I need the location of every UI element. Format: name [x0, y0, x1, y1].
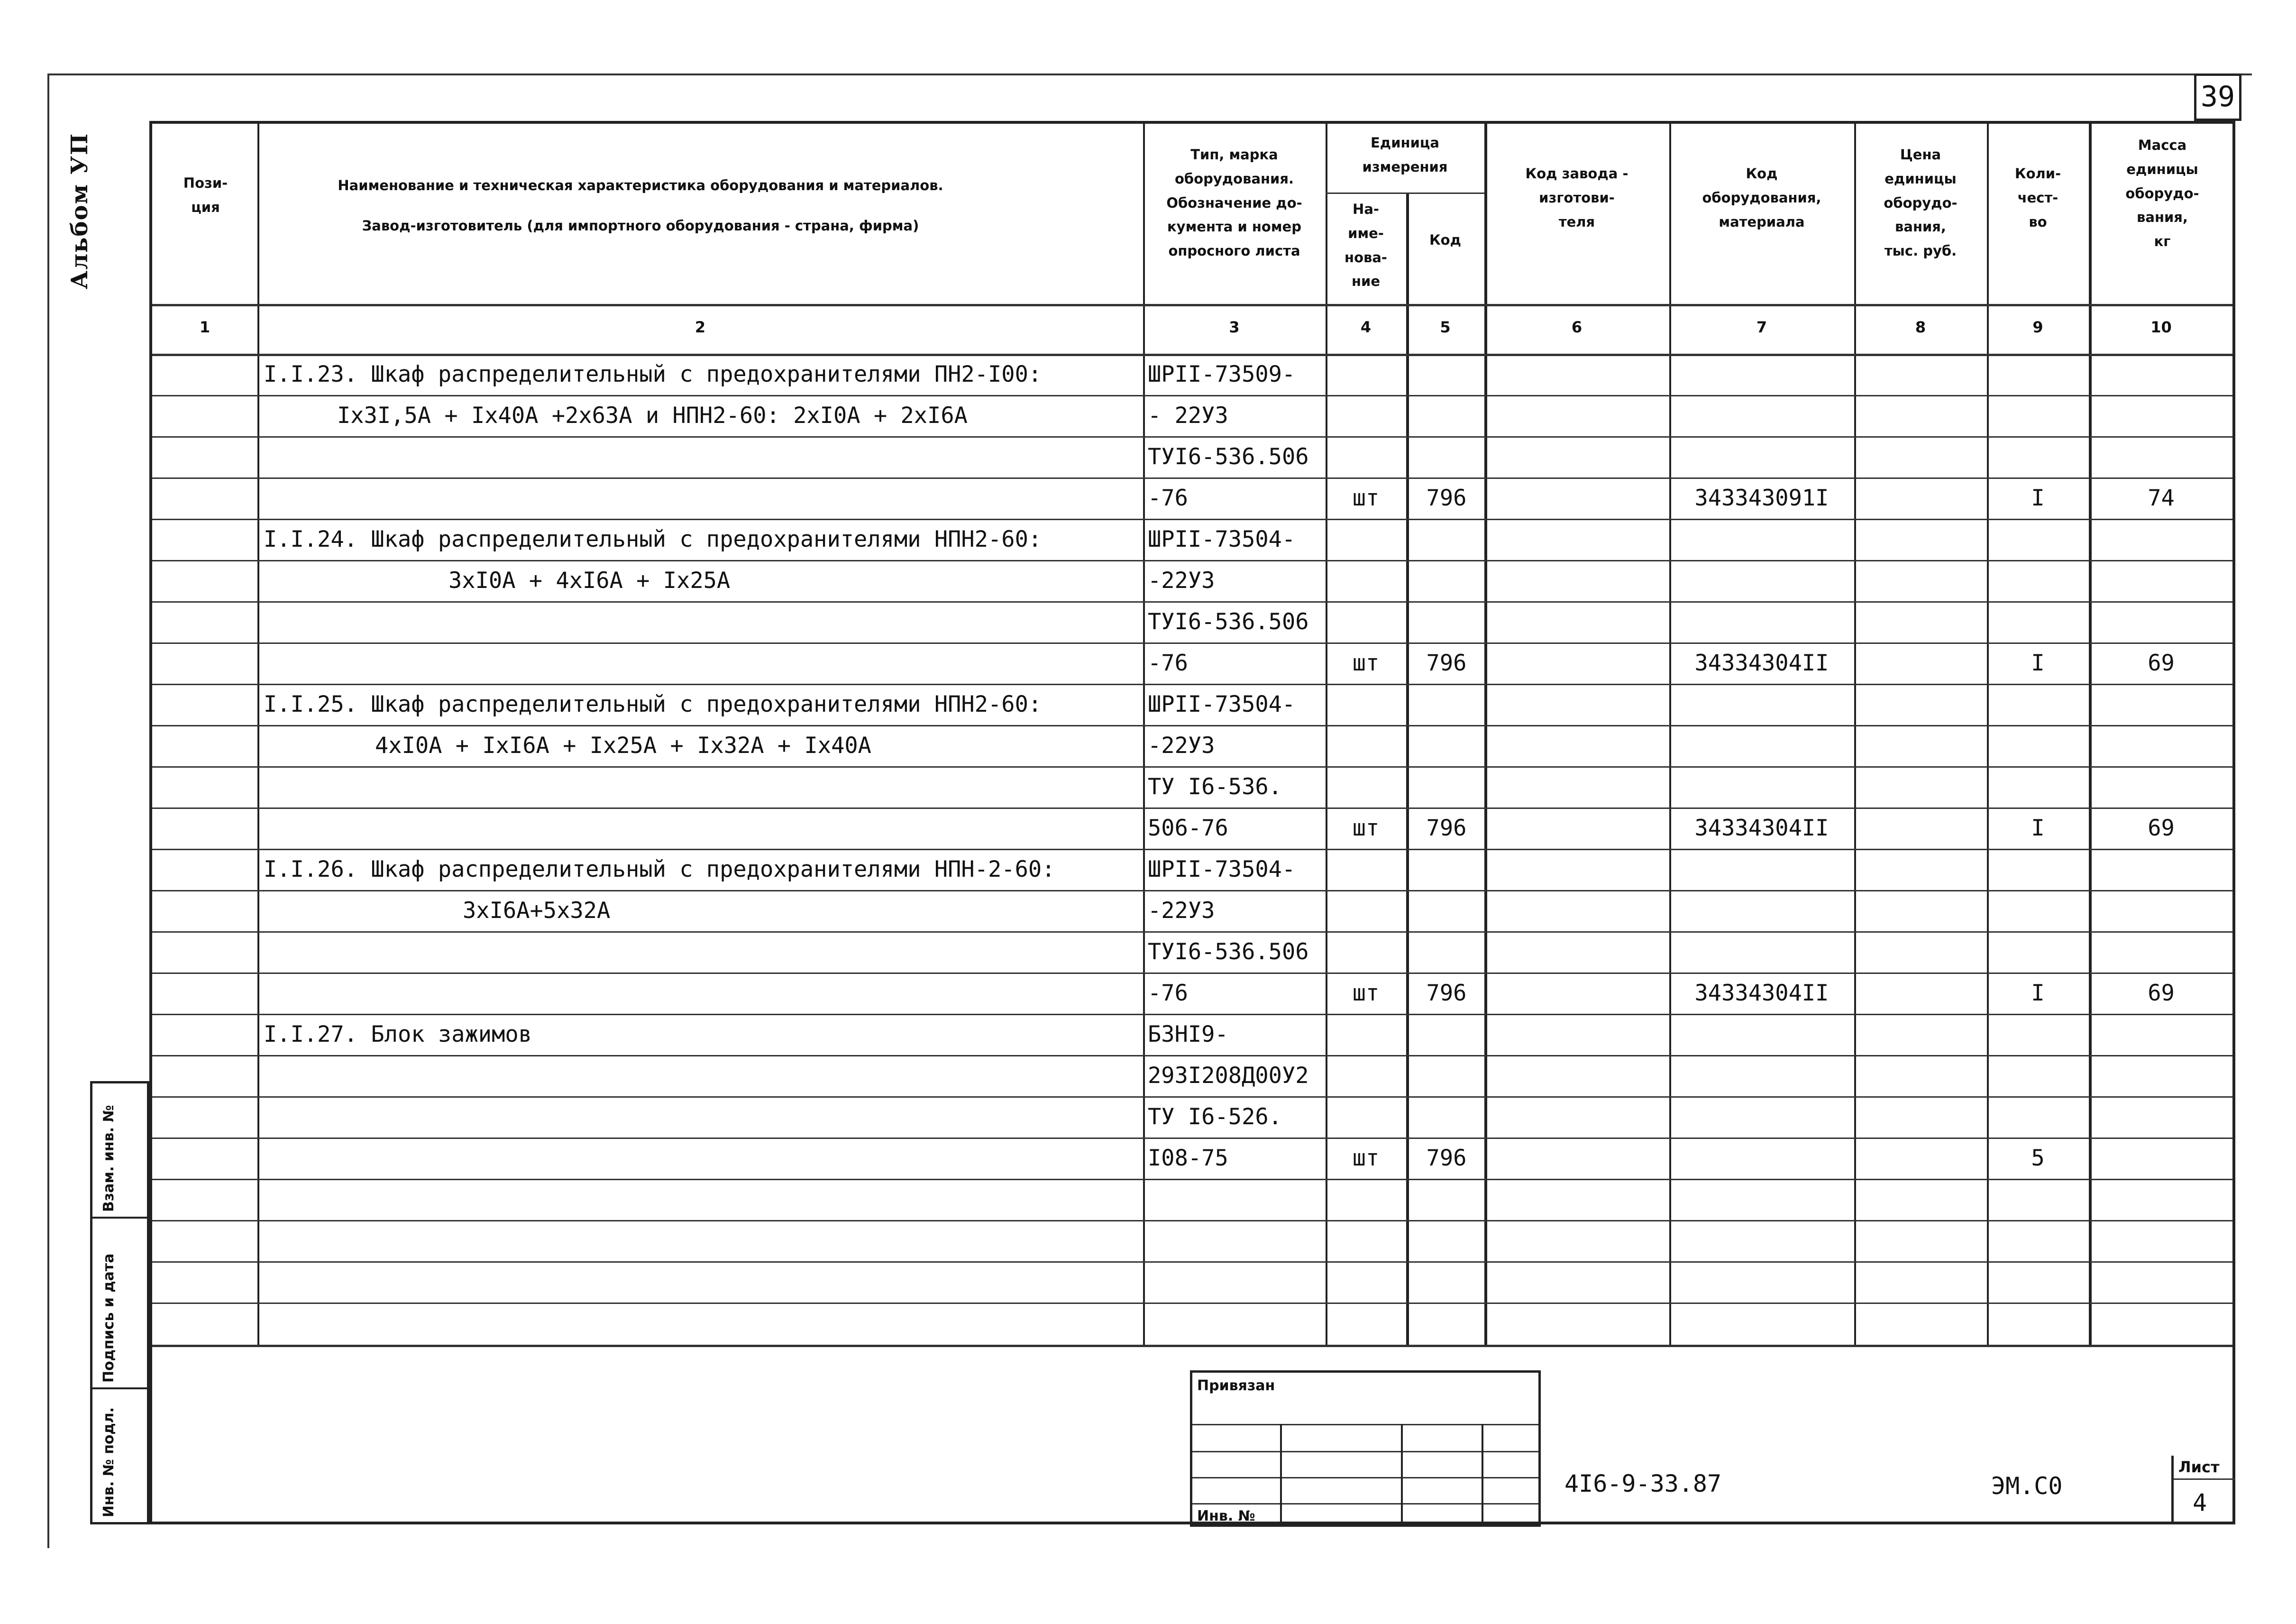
row-line [152, 766, 2232, 768]
cell-type: -76 [1148, 980, 1188, 1006]
cell-mass: 74 [2148, 485, 2175, 511]
cell-name: I.I.25. Шкаф распределительный с предохранителями НПН2-60: [264, 691, 1042, 717]
row-line [152, 807, 2232, 809]
header-unit-code: Код [1429, 232, 1462, 248]
cell-type: -22У3 [1148, 568, 1215, 594]
header-name-line2: Завод-изготовитель (для импортного оборудования - страна, фирма) [362, 218, 919, 234]
cell-name: 4хI0А + IхI6А + Iх25А + Iх32А + Iх40А [375, 733, 871, 759]
stamp-col [1280, 1424, 1282, 1527]
cell-name: 3хI6А+5х32А [463, 898, 611, 924]
header-factory-code: Код завода - изготови- теля [1525, 165, 1628, 230]
cell-unit: шт [1352, 1145, 1380, 1171]
row-line [152, 849, 2232, 850]
cell-type: ШРII-73509- [1148, 361, 1296, 387]
row-line [152, 560, 2232, 561]
row-line [152, 725, 2232, 726]
cell-qty: I [2031, 815, 2045, 841]
header-line [152, 304, 2232, 306]
cell-mass: 69 [2148, 650, 2175, 676]
col-line [1484, 124, 1487, 1345]
col-number: 9 [2032, 318, 2043, 336]
cell-type: 506-76 [1148, 815, 1228, 841]
col-line [1143, 124, 1145, 1345]
stamp-privyazan: Привязан [1197, 1377, 1275, 1394]
cell-type: ТУI6-536.506 [1148, 609, 1309, 635]
cell-name: I.I.24. Шкаф распределительный с предохранителями НПН2-60: [264, 526, 1042, 552]
stamp-line [1192, 1503, 1538, 1505]
cell-type: -76 [1148, 650, 1188, 676]
header-unit-group: Единица измерения [1362, 135, 1448, 175]
cell-unit: шт [1352, 815, 1380, 841]
document-suffix: ЭМ.С0 [1991, 1472, 2063, 1500]
row-line [152, 890, 2232, 891]
cell-unit-code: 796 [1426, 980, 1467, 1006]
row-line [152, 684, 2232, 685]
side-label-inv-vzam: Взам. инв. № [101, 1105, 117, 1212]
cell-unit: шт [1352, 650, 1380, 676]
row-line [152, 1055, 2232, 1056]
row-line [152, 931, 2232, 933]
cell-equip-code: 34334304II [1694, 980, 1829, 1006]
cell-unit: шт [1352, 980, 1380, 1006]
row-line [152, 1138, 2232, 1139]
side-cell-inv-podl [92, 1389, 147, 1522]
side-cell-podpis [92, 1219, 147, 1389]
row-line [152, 1303, 2232, 1304]
header-quantity: Коли- чест- во [2014, 165, 2061, 230]
row-line [152, 436, 2232, 438]
header-equipment-code: Код оборудования, материала [1702, 165, 1821, 230]
row-line [152, 601, 2232, 603]
row-line [152, 1261, 2232, 1263]
cell-type: 293I208Д00У2 [1148, 1063, 1309, 1089]
cell-unit-code: 796 [1426, 815, 1467, 841]
cell-name: 3хI0А + 4хI6А + Iх25А [448, 568, 731, 594]
row-line [152, 477, 2232, 479]
cell-type: - 22У3 [1148, 403, 1228, 429]
col-number: 3 [1229, 318, 1240, 336]
list-box [2171, 1456, 2235, 1524]
album-label: Альбом УП [66, 132, 93, 289]
side-label-podpis: Подпись и дата [101, 1253, 117, 1383]
cell-type: ШРII-73504- [1148, 526, 1296, 552]
col-number: 4 [1360, 318, 1372, 336]
cell-unit-code: 796 [1426, 485, 1467, 511]
stamp-line [1192, 1451, 1538, 1452]
side-stamp [90, 1081, 149, 1524]
col-line [2089, 124, 2092, 1345]
cell-type: ТУ I6-536. [1148, 774, 1282, 800]
col-number: 1 [199, 318, 210, 336]
header-name-line1: Наименование и техническая характеристика оборудования и материалов. [338, 177, 943, 193]
col-line [1669, 124, 1671, 1345]
cell-qty: I [2031, 980, 2045, 1006]
header-position: Пози- ция [183, 175, 228, 215]
cell-type: -22У3 [1148, 733, 1215, 759]
cell-qty: I [2031, 650, 2045, 676]
header-unit-name: На- име- нова- ние [1345, 201, 1387, 290]
cell-type: Б3НI9- [1148, 1021, 1228, 1047]
list-label: Лист [2178, 1458, 2220, 1476]
cell-unit: шт [1352, 485, 1380, 511]
row-line [152, 642, 2232, 644]
row-line [152, 1220, 2232, 1221]
cell-name: I.I.27. Блок зажимов [264, 1021, 532, 1047]
list-line [2174, 1478, 2235, 1480]
cell-type: -76 [1148, 485, 1188, 511]
row-line [152, 395, 2232, 396]
col-number: 5 [1440, 318, 1451, 336]
col-number: 10 [2150, 318, 2172, 336]
cell-equip-code: 34334304II [1694, 815, 1829, 841]
cell-type: ШРII-73504- [1148, 691, 1296, 717]
cell-equip-code: 34334304II [1694, 650, 1829, 676]
document-code: 4I6-9-33.87 [1564, 1470, 1722, 1497]
side-label-inv-podl: Инв. № подл. [101, 1407, 117, 1517]
cell-qty: I [2031, 485, 2045, 511]
cell-type: ТУI6-536.506 [1148, 939, 1309, 965]
cell-name: I.I.26. Шкаф распределительный с предохранителями НПН-2-60: [264, 856, 1055, 882]
numbers-line [152, 354, 2232, 356]
cell-unit-code: 796 [1426, 650, 1467, 676]
spec-table [149, 121, 2235, 1524]
cell-name: Iх3I,5А + Iх40А +2х63А и НПН2-60: 2хI0А + 2хI6А [337, 403, 968, 429]
col-number: 8 [1915, 318, 1926, 336]
cell-type: I08-75 [1148, 1145, 1228, 1171]
col-number: 7 [1756, 318, 1767, 336]
cell-type: ШРII-73504- [1148, 856, 1296, 882]
cell-name: I.I.23. Шкаф распределительный с предохранителями ПН2-I00: [264, 361, 1042, 387]
row-line [152, 1096, 2232, 1098]
sheet-number: 39 [2194, 73, 2241, 121]
cell-type: ТУ I6-526. [1148, 1104, 1282, 1130]
unit-subheader-line [1326, 193, 1484, 194]
stamp-line [1192, 1477, 1538, 1478]
side-cell-inv-vzam [92, 1083, 147, 1219]
col-number: 2 [695, 318, 706, 336]
stamp-line [1192, 1424, 1538, 1425]
table-bottom-line [152, 1345, 2232, 1347]
row-line [152, 1014, 2232, 1015]
cell-equip-code: 343343091I [1694, 485, 1829, 511]
cell-qty: 5 [2031, 1145, 2045, 1171]
binding-stamp [1190, 1370, 1541, 1527]
cell-mass: 69 [2148, 980, 2175, 1006]
list-number: 4 [2193, 1489, 2207, 1516]
row-line [152, 519, 2232, 520]
header-type: Тип, марка оборудования. Обозначение до- кумента и номер опросного листа [1166, 147, 1302, 259]
col-line [1854, 124, 1856, 1345]
stamp-inv-no: Инв. № [1197, 1508, 1255, 1524]
cell-mass: 69 [2148, 815, 2175, 841]
stamp-col [1401, 1424, 1403, 1527]
cell-type: -22У3 [1148, 898, 1215, 924]
header-mass: Масса единицы оборудо- вания, кг [2125, 137, 2199, 249]
col-line [1406, 193, 1409, 1345]
stamp-col [1482, 1424, 1483, 1527]
header-price: Цена единицы оборудо- вания, тыс. руб. [1884, 147, 1958, 259]
row-line [152, 1179, 2232, 1180]
col-line [257, 124, 259, 1345]
cell-type: ТУI6-536.506 [1148, 444, 1309, 470]
row-line [152, 973, 2232, 974]
col-number: 6 [1571, 318, 1583, 336]
cell-unit-code: 796 [1426, 1145, 1467, 1171]
